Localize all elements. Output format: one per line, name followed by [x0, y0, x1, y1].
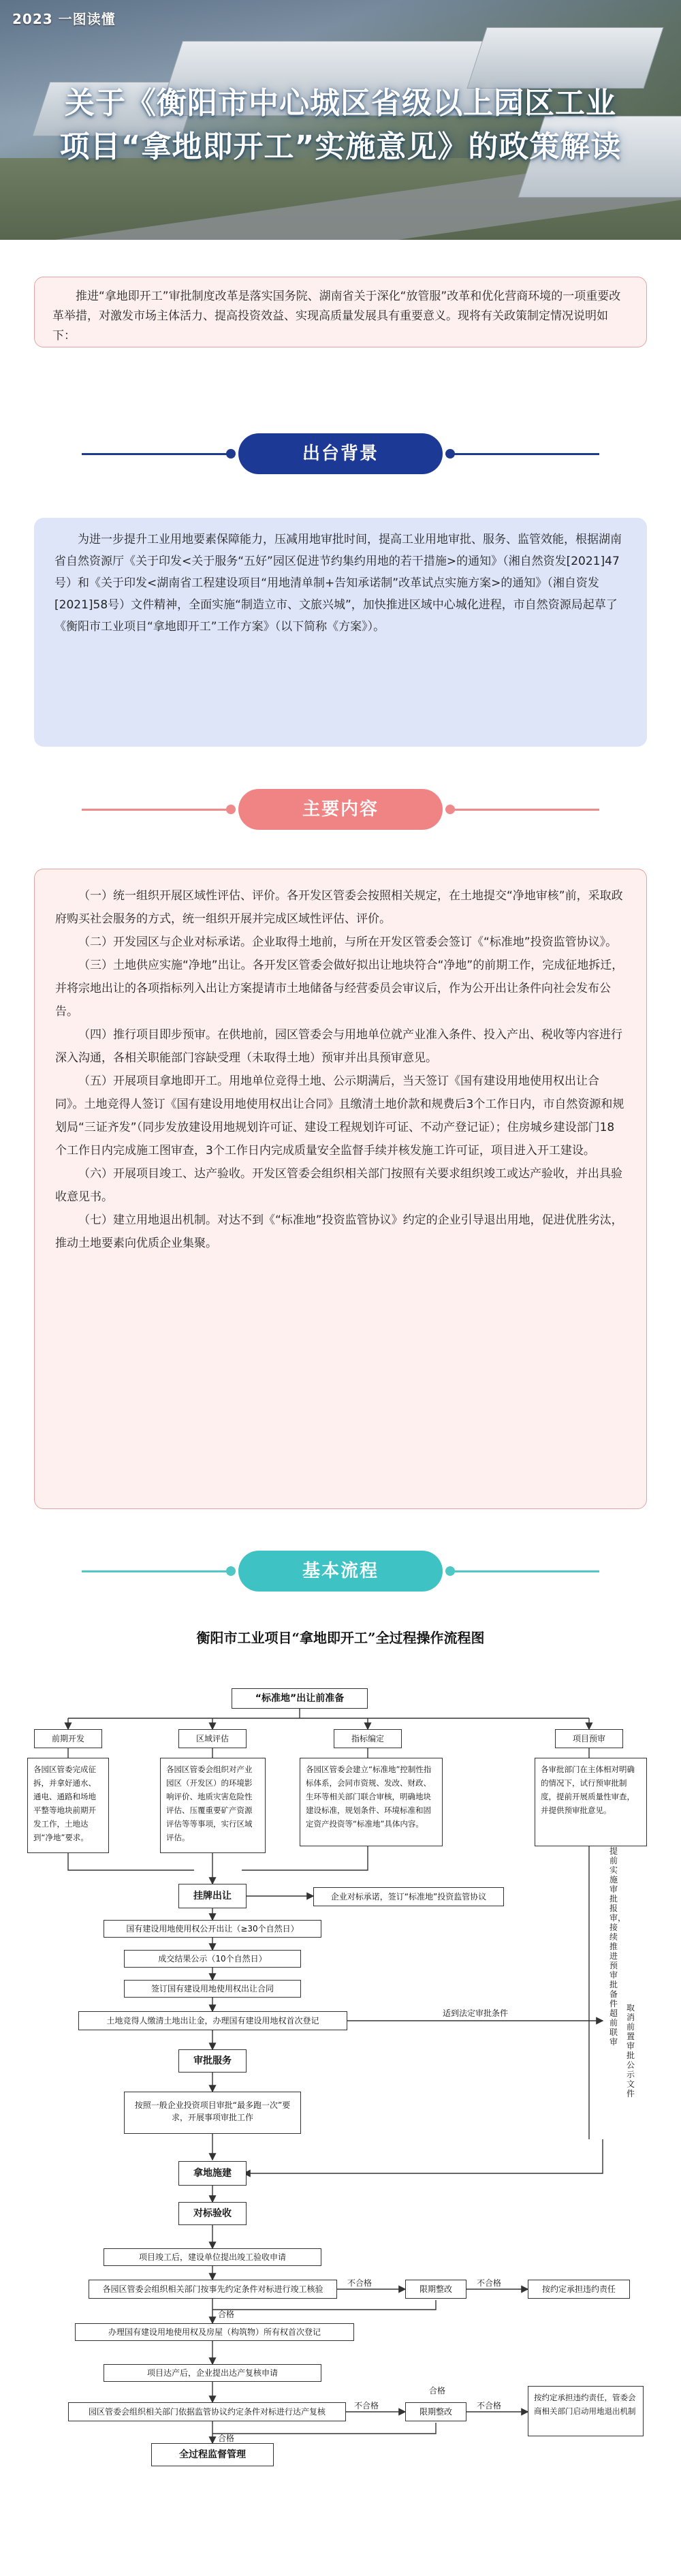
- flow-ok-2: 合格: [429, 2386, 446, 2395]
- main-item: （四）推行项目即步预审。在供地前，园区管委会与用地单位就产业准入条件、投入产出、税收等内容进行深入沟通，各相关职能部门容缺受理（未取得土地）预审并出具预审意见。: [55, 1028, 622, 1065]
- flow-not-ok-1: 不合格: [347, 2278, 373, 2288]
- divider-dot: [226, 449, 236, 459]
- section-header-content: [0, 788, 681, 831]
- divider-line: [449, 453, 599, 455]
- flow-start-build: 拿地施建: [178, 2161, 247, 2186]
- flow-phase-assess: 区域评估: [178, 1729, 247, 1748]
- flow-rectify-1: 限期整改: [405, 2280, 466, 2299]
- divider-line: [82, 1570, 232, 1572]
- flow-accept: 对标验收: [178, 2202, 247, 2225]
- flow-step-i: 项目达产后，企业提出达产复核申请: [104, 2364, 321, 2382]
- flow-desc-dev: 各园区管委完成征拆，并拿好通水、通电、通路和场地平整等地块前期开发工作，土地达到“净地”要求。: [27, 1758, 109, 1853]
- flow-liability-1: 按约定承担违约责任: [528, 2280, 630, 2299]
- flow-step-c: 签订国有建设用地使用权出让合同: [124, 1980, 301, 1998]
- main-item: （二）开发园区与企业对标承诺。企业取得土地前，与所在开发区管委会签订《“标准地”投资监管协议》。: [78, 935, 618, 949]
- banner-title-line1: 关于《衡阳市中心城区省级以上园区工业: [65, 86, 616, 121]
- flow-std-prep: “标准地”出让前准备: [232, 1688, 368, 1709]
- section-title-content: 主要内容: [238, 789, 443, 830]
- main-item: （六）开展项目竣工、达产验收。开发区管委会组织相关部门按照有关要求组织竣工或达产验收，并出具验收意见书。: [55, 1167, 622, 1204]
- flow-bid-sale: 挂牌出让: [178, 1884, 247, 1908]
- flow-step-d: 土地竞得人缴清土地出让金，办理国有建设用地权首次登记: [78, 2011, 347, 2030]
- flow-side-note: 提前实施审批报审，接续推进预审批备件超前联审: [609, 1846, 627, 2047]
- flow-ok-3: 合格: [218, 2434, 235, 2443]
- flow-step-j: 园区管委会组织相关部门依据监管协议约定条件对标进行达产复核: [68, 2402, 346, 2421]
- flow-not-ok-3: 不合格: [354, 2401, 379, 2410]
- flow-ok-1: 合格: [218, 2310, 235, 2319]
- section-title-process: 基本流程: [238, 1551, 443, 1592]
- divider-line: [449, 1570, 599, 1572]
- flow-full-supervise: 全过程监督管理: [151, 2443, 274, 2466]
- flow-not-ok-2: 不合格: [477, 2278, 502, 2288]
- flow-rectify-2: 限期整改: [405, 2402, 466, 2421]
- main-item: （三）土地供应实施“净地”出让。各开发区管委会做好拟出让地块符合“净地”的前期工作，完成征地拆迁，并将宗地出让的各项指标列入出让方案提请市土地储备与经营委员会审议后，作为公开出让条件向社会发布公告。: [55, 959, 624, 1019]
- divider-line: [82, 809, 232, 811]
- flow-phase-index: 指标编定: [334, 1729, 402, 1748]
- flow-step-a: 国有建设用地使用权公开出让（≥30个自然日）: [104, 1920, 321, 1938]
- flow-side-note2: 取消前置审批公示文件: [627, 2003, 635, 2098]
- banner-tag: 2023 一图读懂: [12, 11, 116, 27]
- banner-title: [0, 82, 681, 169]
- flow-sign-commit: 企业对标承诺，签订“标准地”投资监管协议: [313, 1887, 504, 1906]
- section-title-background: 出台背景: [238, 433, 443, 474]
- banner: [0, 0, 681, 240]
- main-item: （五）开展项目拿地即开工。用地单位竞得土地、公示期满后，当天签订《国有建设用地使用权出让合同》。土地竞得人签订《国有建设用地使用权出让合同》且缴清土地价款和规费后3个工作日内，市自然资源和规划局“三证齐发”（同步发放建设用地规划许可证、建设工程规划许可证、不动产登记证）；住房城乡建设部门18个工作日内完成施工图审查，3个工作日内完成质量安全监督手续并核发施工许可证，项目进入开工建设。: [55, 1074, 624, 1158]
- flow-desc-assess: 各园区管委会组织对产业园区（开发区）的环境影响评价、地质灾害危险性评估、压覆重要矿产资源评估等等事项，实行区域评估。: [160, 1758, 266, 1853]
- flow-step-b: 成交结果公示（10个自然日）: [124, 1950, 301, 1968]
- flow-step-g: 各园区管委会组织相关部门按事先约定条件对标进行竣工核验: [89, 2280, 337, 2299]
- flow-desc-index: 各园区管委会建立“标准地”控制性指标体系，会同市资规、发改、财政、生环等相关部门联合审核，明确地块建设标准，规划条件、环境标准和固定资产投资等“标准地”具体内容。: [300, 1758, 443, 1846]
- main-content-box: [34, 869, 647, 1509]
- flow-liability-2: 按约定承担违约责任，管委会商相关部门启动用地退出机制: [528, 2386, 644, 2436]
- flow-phase-review: 项目预审: [555, 1729, 623, 1748]
- flow-desc-review: 各审批部门在主体相对明确的情况下，试行预审批制度，提前开展质量性审查，并提供预审批意见。: [535, 1758, 647, 1846]
- flow-approval: 审批服务: [178, 2049, 247, 2073]
- flow-step-f: 项目竣工后，建设单位提出竣工验收申请: [104, 2248, 321, 2266]
- banner-building: [466, 27, 663, 89]
- divider-dot: [226, 805, 236, 814]
- divider-line: [82, 453, 232, 455]
- flow-phase-dev: 前期开发: [34, 1729, 102, 1748]
- main-item: （一）统一组织开展区域性评估、评价。各开发区管委会按照相关规定，在土地提交“净地审核”前，采取政府购买社会服务的方式，统一组织开展并完成区域性评估、评价。: [55, 889, 623, 926]
- section-header-process: [0, 1549, 681, 1593]
- divider-line: [449, 809, 599, 811]
- flowchart: [27, 1621, 654, 2562]
- section-header-background: [0, 432, 681, 476]
- flow-step-e: 按照一般企业投资项目审批“最多跑一次”要求，开展事项审批工作: [124, 2092, 301, 2134]
- background-box: 为进一步提升工业用地要素保障能力，压减用地审批时间，提高工业用地审批、服务、监管效能，根据湖南省自然资源厅《关于印发<关于服务“五好”园区促进节约集约用地的若干措施>的通知》（湘自然资发[2021]47号）和《关于印发<湖南省工程建设项目“用地清单制+告知承诺制”改革试点实施方案>的通知》（湘自资发[2021]58号）文件精神，全面实施“制造立市、文旅兴城”，加快推进区域中心城化进程，市自然资源局起草了《衡阳市工业项目“拿地即开工”工作方案》（以下简称《方案》）。: [34, 518, 647, 747]
- flowchart-title: 衡阳市工业项目“拿地即开工”全过程操作流程图: [196, 1630, 485, 1646]
- main-item: （七）建立用地退出机制。对达不到《“标准地”投资监管协议》约定的企业引导退出用地，促进优胜劣汰，推动土地要素向优质企业集聚。: [55, 1213, 623, 1250]
- flow-step-d-note: 适到法定审批条件: [443, 2008, 509, 2018]
- banner-title-line2: 项目“拿地即开工”实施意见》的政策解读: [59, 129, 622, 164]
- flow-step-h: 办理国有建设用地使用权及房屋（构筑物）所有权首次登记: [75, 2323, 354, 2341]
- flow-not-ok-4: 不合格: [477, 2401, 502, 2410]
- divider-dot: [226, 1566, 236, 1576]
- intro-box: 推进“拿地即开工”审批制度改革是落实国务院、湖南省关于深化“放管服”改革和优化营商环境的一项重要改革举措，对激发市场主体活力、提高投资效益、实现高质量发展具有重要意义。现将有关政策制定情况说明如下：: [34, 277, 647, 347]
